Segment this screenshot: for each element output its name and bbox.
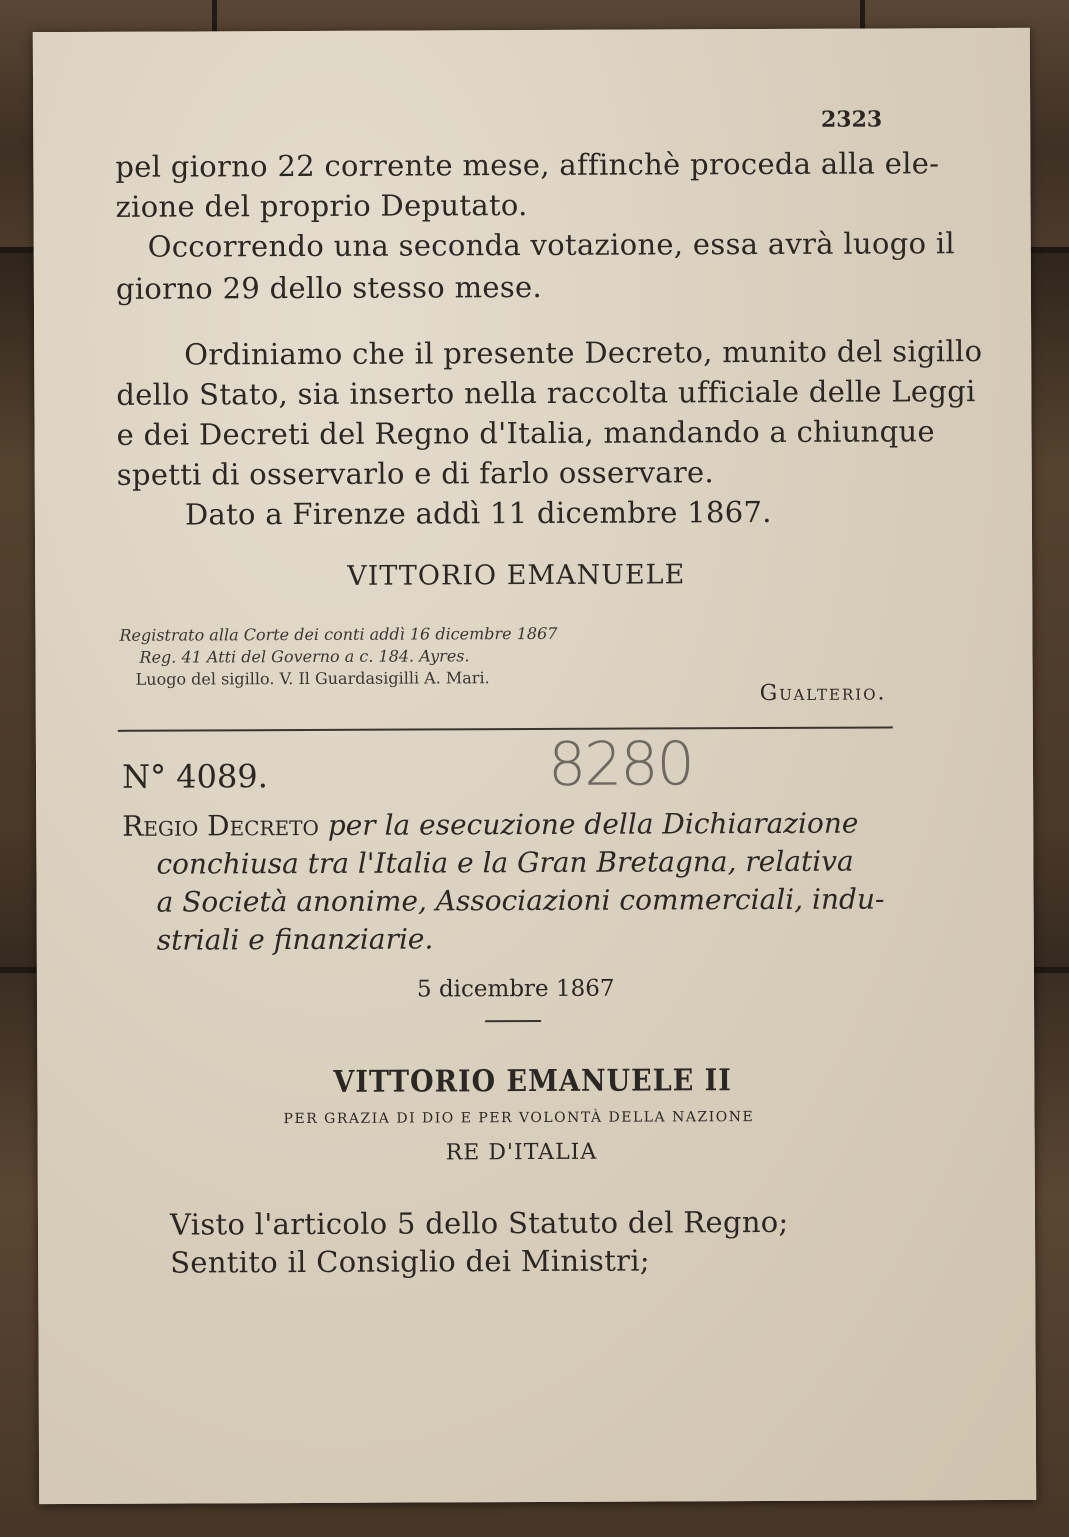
paragraph-line: Ordiniamo che il presente Decreto, munito del sigillo: [184, 334, 983, 372]
registration-line: Luogo del sigillo. V. Il Guardasigilli A. Mari.: [135, 668, 490, 689]
bleed-through-text: [187, 961, 195, 991]
decree-title-text: per la esecuzione della Dichiarazione: [327, 806, 859, 842]
decree-title-line: striali e finanziarie.: [156, 922, 434, 957]
dated-line: Dato a Firenze addì 11 dicembre 1867.: [184, 494, 772, 532]
preamble-line: Sentito il Consiglio dei Ministri;: [170, 1243, 651, 1280]
sovereign-name: VITTORIO EMANUELE II: [333, 1063, 732, 1100]
preamble-line: Visto l'articolo 5 dello Statuto del Regno;: [169, 1204, 789, 1242]
decree-title-line: a Società anonime, Associazioni commerciali, indu-: [156, 882, 885, 919]
paragraph-line: Occorrendo una seconda votazione, essa avrà luogo il: [147, 226, 956, 264]
paragraph-line: e dei Decreti del Regno d'Italia, mandando a chiunque: [116, 414, 935, 452]
decree-title-line: conchiusa tra l'Italia e la Gran Bretagna, relativa: [156, 844, 854, 881]
page-number: 2323: [820, 106, 883, 133]
registration-line: Reg. 41 Atti del Governo a c. 184. Ayres.: [139, 646, 470, 667]
document-page: [33, 28, 1036, 1504]
decree-date: 5 dicembre 1867: [416, 975, 615, 1003]
decree-number: N° 4089.: [121, 757, 268, 796]
decree-title-line: [122, 807, 858, 843]
paragraph-line: zione del proprio Deputato.: [115, 188, 528, 224]
paragraph-line: dello Stato, sia inserto nella raccolta ufficiale delle Leggi: [116, 374, 976, 412]
registration-line: Registrato alla Corte dei conti addì 16 dicembre 1867: [119, 623, 558, 645]
decree-title-lead: Regio Decreto: [122, 808, 319, 843]
handwritten-annotation: 8280: [547, 729, 693, 800]
paragraph-line: pel giorno 22 corrente mese, affinchè proceda alla ele-: [115, 146, 940, 184]
paragraph-line: spetti di osservarlo e di farlo osservare.: [116, 455, 715, 492]
short-divider: [485, 1020, 541, 1022]
section-divider: [118, 726, 893, 731]
sovereign-title: RE D'ITALIA: [445, 1139, 598, 1166]
paragraph-line: giorno 29 dello stesso mese.: [115, 269, 543, 306]
sovereign-grace: PER GRAZIA DI DIO E PER VOLONTÀ DELLA NAZIONE: [283, 1109, 755, 1128]
countersignature: Gualterio.: [759, 680, 887, 707]
king-signature: VITTORIO EMANUELE: [347, 559, 686, 592]
